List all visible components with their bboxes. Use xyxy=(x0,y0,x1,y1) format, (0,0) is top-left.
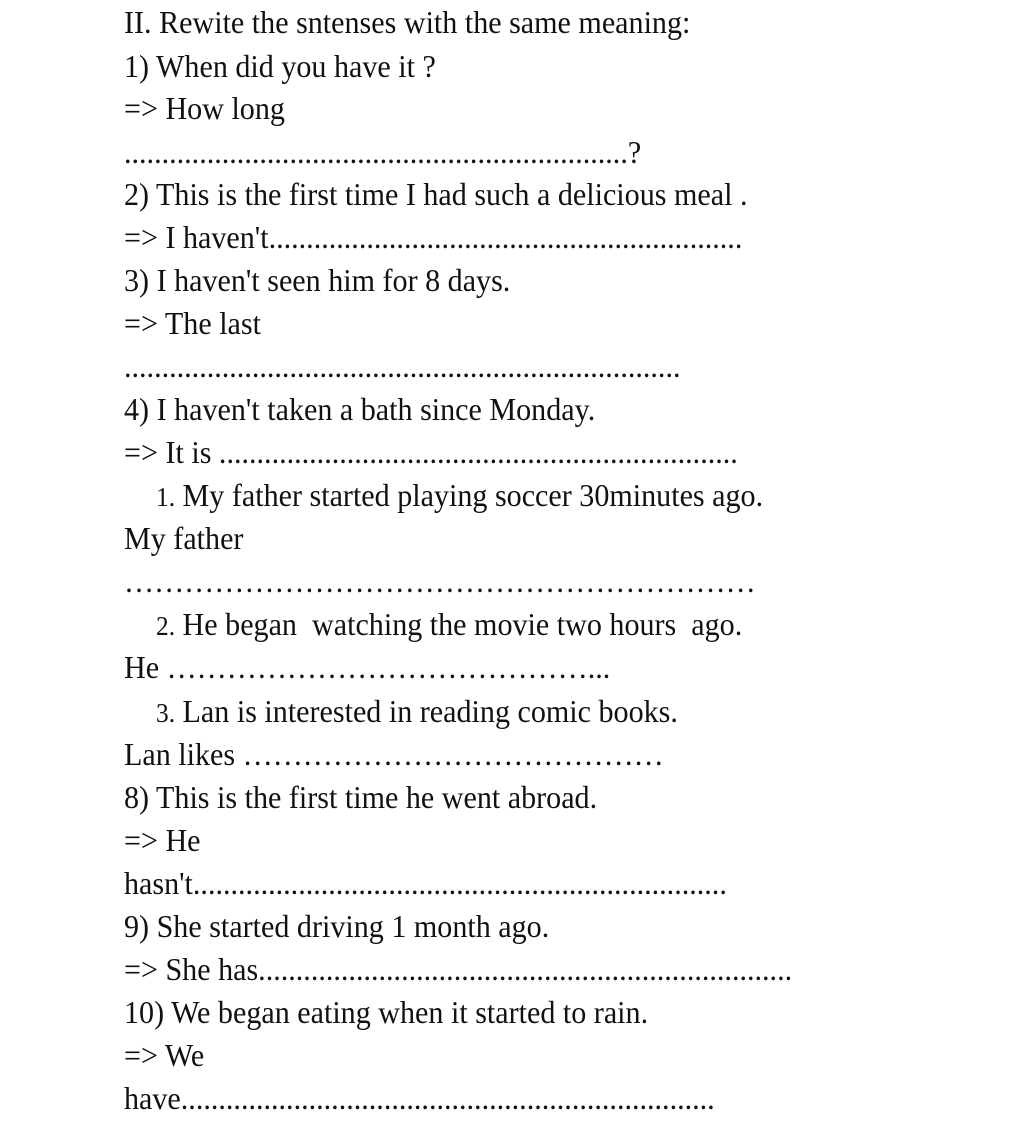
answer-prompt-4: => It is ..................................................................... xyxy=(124,434,738,470)
answer-blank-8: hasn't....................................................................... xyxy=(124,865,727,901)
answer-prompt-9: => She has....................................................................... xyxy=(124,951,793,987)
question-6-text: He began watching the movie two hours ago. xyxy=(182,606,743,642)
question-6 xyxy=(156,608,742,640)
answer-prompt-7: Lan likes …………………………………… xyxy=(124,736,664,772)
question-2: 2) This is the first time I had such a delicious meal . xyxy=(124,176,748,212)
question-4: 4) I haven't taken a bath since Monday. xyxy=(124,391,596,427)
question-7-number: 3. xyxy=(156,698,176,728)
answer-prompt-3: => The last xyxy=(124,305,261,341)
answer-prompt-1: => How long xyxy=(124,90,285,126)
question-1: 1) When did you have it ? xyxy=(124,48,436,84)
question-7 xyxy=(156,695,678,727)
question-5 xyxy=(156,479,763,511)
answer-blank-3: .......................................................................... xyxy=(124,348,681,384)
question-6-number: 2. xyxy=(156,611,176,641)
answer-blank-1: ...................................................................? xyxy=(124,134,642,170)
answer-prompt-10: => We xyxy=(124,1037,205,1073)
question-10: 10) We began eating when it started to rain. xyxy=(124,994,649,1030)
answer-prompt-8: => He xyxy=(124,822,201,858)
question-5-text: My father started playing soccer 30minutes ago. xyxy=(182,477,764,513)
answer-prompt-6: He ……………………………………... xyxy=(124,649,611,685)
question-3: 3) I haven't seen him for 8 days. xyxy=(124,262,511,298)
answer-blank-10: have....................................................................... xyxy=(124,1080,715,1116)
answer-prompt-5: My father xyxy=(124,520,244,556)
question-9: 9) She started driving 1 month ago. xyxy=(124,908,550,944)
question-8: 8) This is the first time he went abroad. xyxy=(124,779,598,815)
question-5-number: 1. xyxy=(156,482,176,512)
answer-prompt-2: => I haven't............................................................... xyxy=(124,219,743,255)
worksheet-heading: II. Rewite the sntenses with the same meaning: xyxy=(124,4,691,40)
question-7-text: Lan is interested in reading comic books. xyxy=(182,693,678,729)
answer-blank-5: ……………………………………………………… xyxy=(124,563,756,599)
